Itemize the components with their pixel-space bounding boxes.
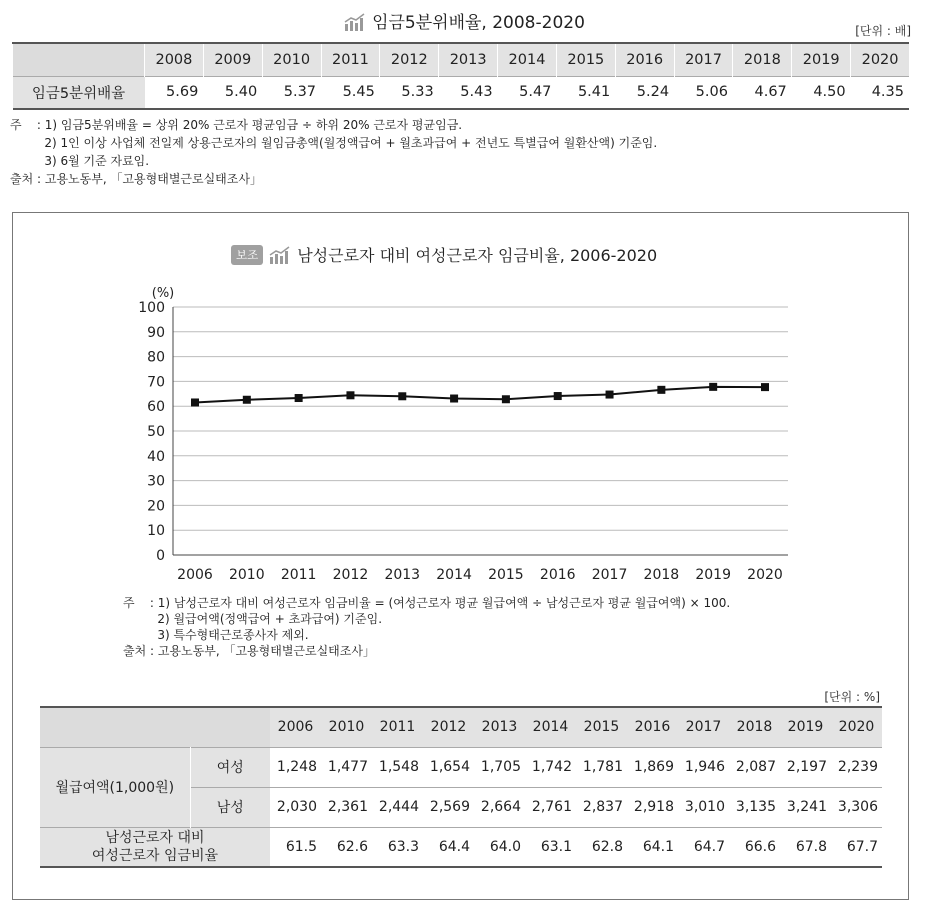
table-cell: 62.8 [591,838,623,855]
table-cell: 1,477 [327,759,368,775]
table-cell: 2,444 [378,799,419,815]
data-point [554,392,562,400]
year-header: 2010 [262,43,321,76]
year-header: 2009 [203,43,262,76]
y-tick-label: 50 [147,424,165,440]
row-label: 임금5분위배율 [13,76,145,109]
y-tick-label: 30 [147,473,165,490]
year-header: 2017 [678,707,729,747]
ratio-label-line: 여성근로자 임금비율 [91,847,219,864]
table-cell: 2,239 [837,759,878,775]
table-cell: 2,030 [276,799,317,815]
supplement-badge: 보조 [231,245,263,265]
x-tick-label: 2011 [280,567,317,583]
note-line: 3) 특수형태근로종사자 제외. [123,628,309,642]
table-cell: 61.5 [285,838,317,855]
y-tick-label: 90 [147,324,165,341]
table-cell: 2,087 [735,759,776,775]
table-corner [13,43,145,76]
data-point [709,383,717,391]
data-point [450,395,458,403]
table-cell: 63.1 [540,838,572,855]
table-cell: 2,569 [429,799,470,815]
chart-notes [123,595,730,659]
y-tick-label: 60 [147,399,165,416]
year-header: 2016 [627,707,678,747]
year-header: 2012 [423,707,474,747]
table-cell: 2,664 [480,799,521,815]
table-cell: 2,761 [531,799,572,815]
table-cell: 1,946 [684,759,725,775]
year-header: 2011 [321,43,380,76]
table-cell: 3,241 [786,799,827,815]
table-cell: 3,010 [684,799,725,815]
table-cell: 4.67 [754,84,787,101]
table-cell: 66.6 [744,838,776,855]
supplement-title: 남성근로자 대비 여성근로자 임금비율, 2006-2020 [297,246,658,265]
table-cell: 64.7 [693,838,725,855]
wage-ratio-line-chart [13,275,908,595]
year-header: 2019 [792,43,851,76]
table-cell: 3,306 [837,799,878,815]
table-cell: 4.35 [871,84,904,101]
data-point [243,396,251,404]
female-label: 여성 [190,747,270,787]
table-cell: 5.45 [342,84,375,101]
ratio-label [40,827,270,867]
table-cell: 1,705 [480,759,521,775]
table-cell: 5.33 [401,84,434,101]
y-tick-label: 20 [147,498,165,515]
table-row [40,827,882,867]
male-label: 남성 [190,787,270,827]
data-point [761,383,769,391]
table-cell: 67.8 [795,838,827,855]
year-header: 2016 [615,43,674,76]
y-tick-label: 40 [147,448,165,465]
table-cell: 4.50 [813,84,846,101]
note-line: 주 : 1) 임금5분위배율 = 상위 20% 근로자 평균임금 ÷ 하위 20% 근로자 평균임금. [10,118,463,132]
year-header: 2015 [556,43,615,76]
table-cell: 1,781 [582,759,623,775]
table-cell: 64.0 [489,838,521,855]
group-label: 월급여액(1,000원) [40,747,190,827]
table-cell: 63.3 [387,838,419,855]
table-cell: 5.47 [519,84,552,101]
x-tick-label: 2015 [488,567,524,583]
year-header: 2006 [270,707,321,747]
chart-icon [269,246,291,268]
chart-icon [344,13,366,36]
x-tick-label: 2018 [643,567,680,583]
year-header: 2013 [474,707,525,747]
table-corner [40,707,270,747]
wage-quintile-table [12,42,909,110]
table-cell: 5.06 [695,84,728,101]
note-line: 2) 1인 이상 사업체 전일제 상용근로자의 월임금총액(월정액급여 + 월초과급여 + 전년도 특별급여 월환산액) 기준임. [10,136,658,150]
x-tick-label: 2013 [384,567,421,583]
table-cell: 67.7 [846,838,878,855]
table-header-row [13,43,910,76]
table-cell: 5.40 [224,84,258,101]
year-header: 2008 [145,43,204,76]
source-line: 출처 : 고용노동부, 「고용형태별근로실태조사」 [10,172,262,186]
table-cell: 5.41 [577,84,611,101]
x-tick-label: 2012 [332,567,369,583]
data-point [191,398,199,406]
year-header: 2015 [576,707,627,747]
table-cell: 2,197 [786,759,827,775]
year-header: 2020 [851,43,909,76]
x-tick-label: 2020 [747,567,783,583]
year-header: 2014 [498,43,557,76]
table-header-row [40,707,882,747]
year-header: 2010 [321,707,372,747]
data-point [346,391,354,399]
y-tick-label: 70 [147,374,165,391]
x-tick-label: 2014 [436,567,472,583]
table-cell: 1,654 [429,759,470,775]
table-cell: 2,361 [327,799,368,815]
series-line [195,387,765,403]
table-cell: 1,248 [276,759,317,775]
data-point [295,394,303,402]
note-line: 3) 6월 기준 자료임. [10,154,150,168]
year-header: 2017 [674,43,733,76]
table-cell: 1,548 [378,759,419,775]
wage-ratio-table [40,706,882,868]
x-tick-label: 2019 [695,567,732,583]
table2-unit: [단위 : %] [824,690,880,704]
data-point [502,395,510,403]
note-line: 주 : 1) 남성근로자 대비 여성근로자 임금비율 = (여성근로자 평균 월급여액 ÷ 남성근로자 평균 월급여액) × 100. [123,596,731,610]
year-header: 2019 [780,707,831,747]
note-line: 2) 월급여액(정액급여 + 초과급여) 기준임. [123,612,383,626]
year-header: 2011 [372,707,423,747]
table1-title-row [0,8,929,36]
table-cell: 5.37 [283,84,317,101]
y-tick-label: 100 [138,300,165,316]
table1-notes [10,116,657,188]
y-tick-label: 0 [156,548,165,564]
year-header: 2012 [380,43,439,76]
table-cell: 5.43 [460,84,493,101]
data-point [606,391,614,399]
x-tick-label: 2016 [539,567,576,583]
year-header: 2013 [439,43,498,76]
x-tick-label: 2010 [228,567,265,583]
year-header: 2014 [525,707,576,747]
source-line: 출처 : 고용노동부, 「고용형태별근로실태조사」 [123,644,375,658]
table-cell: 1,869 [633,759,674,775]
table-cell: 64.1 [642,838,674,855]
table-cell: 5.24 [636,84,670,101]
year-header: 2018 [733,43,792,76]
x-tick-label: 2006 [177,567,213,583]
table-row [40,747,882,787]
table-cell: 3,135 [735,799,776,815]
table1-title: 임금5분위배율, 2008-2020 [372,13,585,33]
year-header: 2020 [831,707,882,747]
y-tick-label: 80 [147,349,165,366]
table-cell: 5.69 [166,84,199,101]
year-header: 2018 [729,707,780,747]
table-cell: 1,742 [531,759,572,775]
x-tick-label: 2017 [591,567,628,583]
table-row [13,76,910,109]
y-tick-label: 10 [147,523,165,540]
data-point [657,386,665,394]
table-cell: 64.4 [438,838,470,855]
table1-unit: [단위 : 배] [855,24,911,38]
supplement-box [12,212,909,900]
ratio-label-line: 남성근로자 대비 [105,829,205,846]
table-cell: 62.6 [336,838,368,855]
data-point [398,392,406,400]
table-cell: 2,918 [633,799,674,815]
table-cell: 2,837 [582,799,623,815]
y-axis-label: (%) [151,286,175,301]
supplement-title-row [231,243,657,268]
